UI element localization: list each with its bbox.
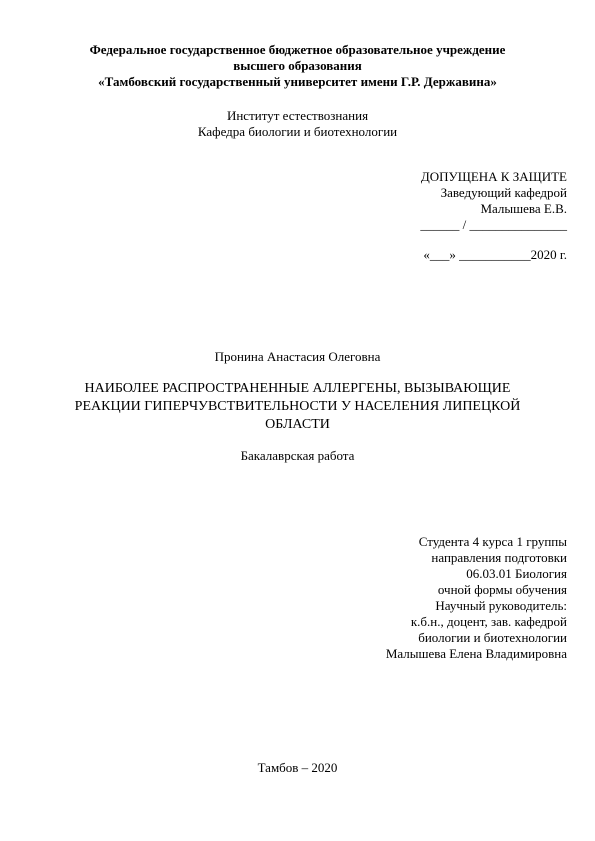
approval-date: «___» ___________2020 г. (423, 247, 567, 262)
department-name: Кафедра биологии и биотехнологии (197, 124, 398, 139)
student-info-line3: 06.03.01 Биология (466, 566, 567, 581)
work-type: Бакалаврская работа (240, 448, 355, 463)
org-name-line1: Федеральное государственное бюджетное образовательное учреждение (89, 42, 506, 57)
student-info-line4: очной формы обучения (437, 582, 567, 597)
thesis-title-line2: РЕАКЦИИ ГИПЕРЧУВСТВИТЕЛЬНОСТИ У НАСЕЛЕНИЯ ЛИПЕЦКОЙ (74, 399, 521, 414)
approval-title: ДОПУЩЕНА К ЗАЩИТЕ (420, 169, 567, 184)
org-name-line2: высшего образования (233, 58, 362, 73)
city-year: Тамбов – 2020 (257, 760, 338, 775)
supervisor-label: Научный руководитель: (435, 598, 567, 613)
author-name: Пронина Анастасия Олеговна (214, 349, 381, 364)
university-name: «Тамбовский государственный университет имени Г.Р. Державина» (98, 74, 497, 89)
supervisor-name: Малышева Елена Владимировна (385, 646, 567, 661)
student-info-line1: Студента 4 курса 1 группы (418, 534, 567, 549)
approval-position: Заведующий кафедрой (440, 185, 567, 200)
thesis-title-line1: НАИБОЛЕЕ РАСПРОСТРАНЕННЫЕ АЛЛЕРГЕНЫ, ВЫЗЫВАЮЩИЕ (84, 381, 511, 396)
supervisor-department: биологии и биотехнологии (418, 630, 567, 645)
institute-name: Институт естествознания (226, 108, 369, 123)
signature-line: ______ / _______________ (420, 217, 567, 232)
student-info-line2: направления подготовки (431, 550, 567, 565)
thesis-title-line3: ОБЛАСТИ (265, 417, 330, 432)
supervisor-degree: к.б.н., доцент, зав. кафедрой (410, 614, 567, 629)
approval-name: Малышева Е.В. (480, 201, 567, 216)
